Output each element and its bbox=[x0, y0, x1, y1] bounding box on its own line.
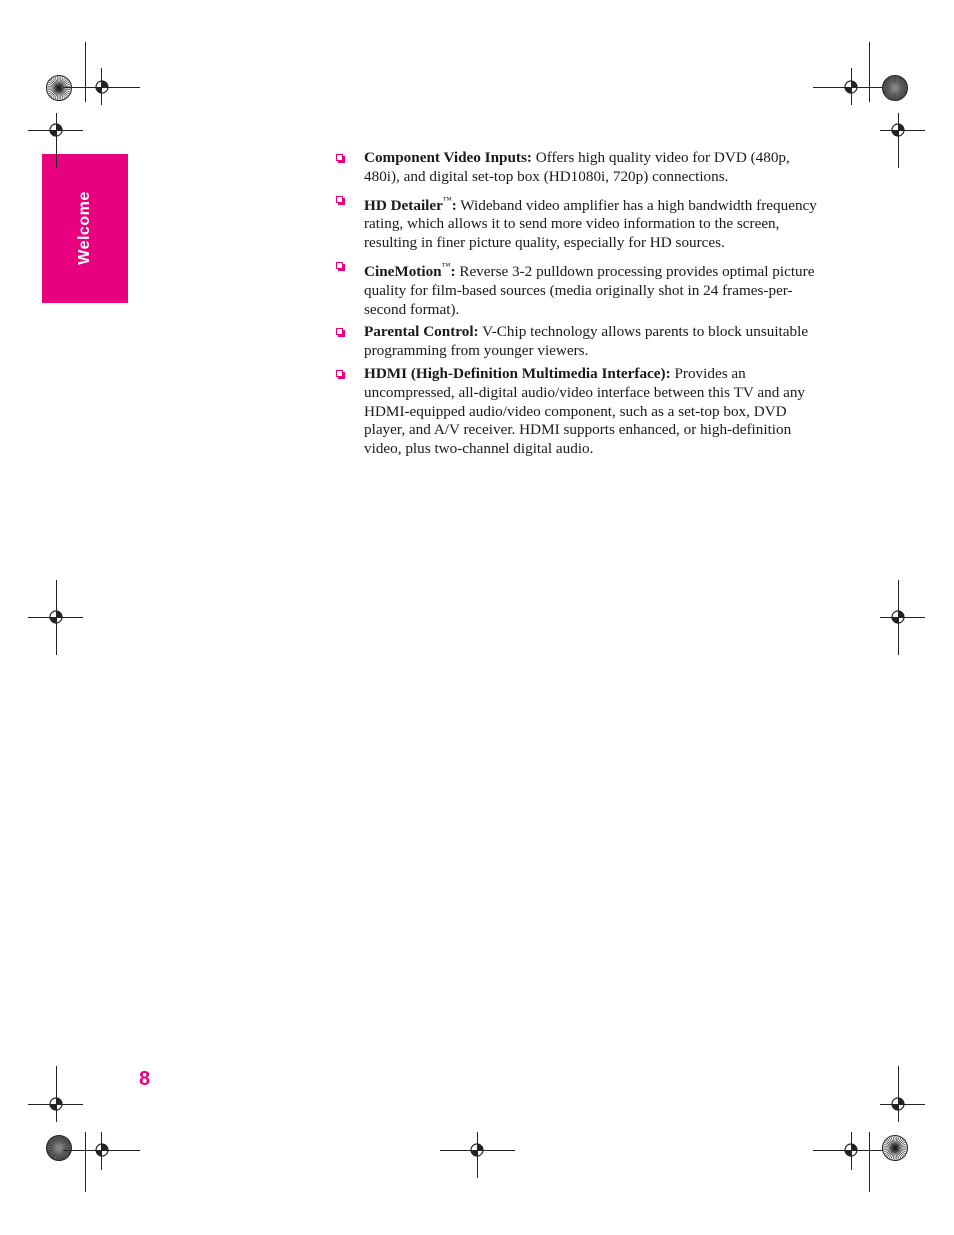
crop-mark bbox=[85, 1132, 86, 1192]
checkbox-bullet-icon bbox=[336, 328, 343, 335]
crop-mark bbox=[898, 580, 899, 655]
section-tab-label: Welcome bbox=[76, 191, 93, 265]
checkbox-bullet-icon bbox=[336, 262, 343, 269]
trademark-symbol: ™ bbox=[442, 194, 452, 205]
color-starburst-icon bbox=[45, 1134, 73, 1162]
crop-mark bbox=[56, 113, 57, 168]
checkbox-bullet-icon bbox=[336, 154, 343, 161]
feature-description: Wideband video amplifier has a high bandwidth frequency rating, which allows it to send more video information to the screen, resulting in finer picture quality, especially for HD sources. bbox=[364, 196, 817, 252]
trademark-symbol: ™ bbox=[441, 260, 451, 271]
crop-mark bbox=[56, 1066, 57, 1122]
crop-mark bbox=[851, 68, 852, 105]
feature-term: HD Detailer bbox=[364, 196, 443, 214]
page-number: 8 bbox=[139, 1068, 151, 1090]
checkbox-bullet-icon bbox=[336, 196, 343, 203]
feature-list bbox=[336, 149, 822, 463]
crop-mark bbox=[880, 617, 925, 618]
list-item bbox=[336, 149, 822, 187]
feature-description: Offers high quality video for DVD (480p, 480i), and digital set-top box (HD1080i, 720p) connections. bbox=[364, 149, 790, 185]
color-starburst-icon bbox=[881, 74, 909, 102]
crop-mark bbox=[56, 580, 57, 655]
list-item bbox=[336, 365, 822, 459]
crop-mark bbox=[869, 42, 870, 102]
crop-mark bbox=[898, 113, 899, 168]
crop-mark bbox=[851, 1132, 852, 1170]
feature-description: Reverse 3-2 pulldown processing provides optimal picture quality for film-based sources (media originally shot in 24 frames-per-second format). bbox=[364, 262, 815, 318]
feature-description: Provides an uncompressed, all-digital audio/video interface between this TV and any HDMI-equipped audio/video component, such as a set-top box, DVD player, and A/V receiver. HDMI supports enhanced, or high-definition video, plus two-channel digital audio. bbox=[364, 364, 806, 458]
crop-mark bbox=[869, 1132, 870, 1192]
crop-mark bbox=[85, 42, 86, 102]
color-starburst-icon bbox=[45, 74, 73, 102]
feature-colon: : bbox=[451, 196, 457, 214]
crop-mark bbox=[101, 68, 102, 105]
crop-mark bbox=[880, 130, 925, 131]
crop-mark bbox=[898, 1066, 899, 1122]
feature-term: Parental Control: bbox=[364, 323, 479, 341]
feature-term: Component Video Inputs: bbox=[364, 149, 532, 166]
color-starburst-icon bbox=[881, 1134, 909, 1162]
feature-term: HDMI (High-Definition Multimedia Interface): bbox=[364, 364, 671, 382]
list-item bbox=[336, 323, 822, 361]
checkbox-bullet-icon bbox=[336, 370, 343, 377]
crop-mark bbox=[477, 1132, 478, 1178]
feature-term: CineMotion bbox=[364, 262, 442, 280]
crop-mark bbox=[880, 1104, 925, 1105]
feature-description: V-Chip technology allows parents to block unsuitable programming from younger viewers. bbox=[364, 323, 809, 360]
crop-mark bbox=[101, 1132, 102, 1170]
feature-colon: : bbox=[450, 262, 456, 280]
list-item bbox=[336, 191, 822, 253]
list-item bbox=[336, 257, 822, 319]
